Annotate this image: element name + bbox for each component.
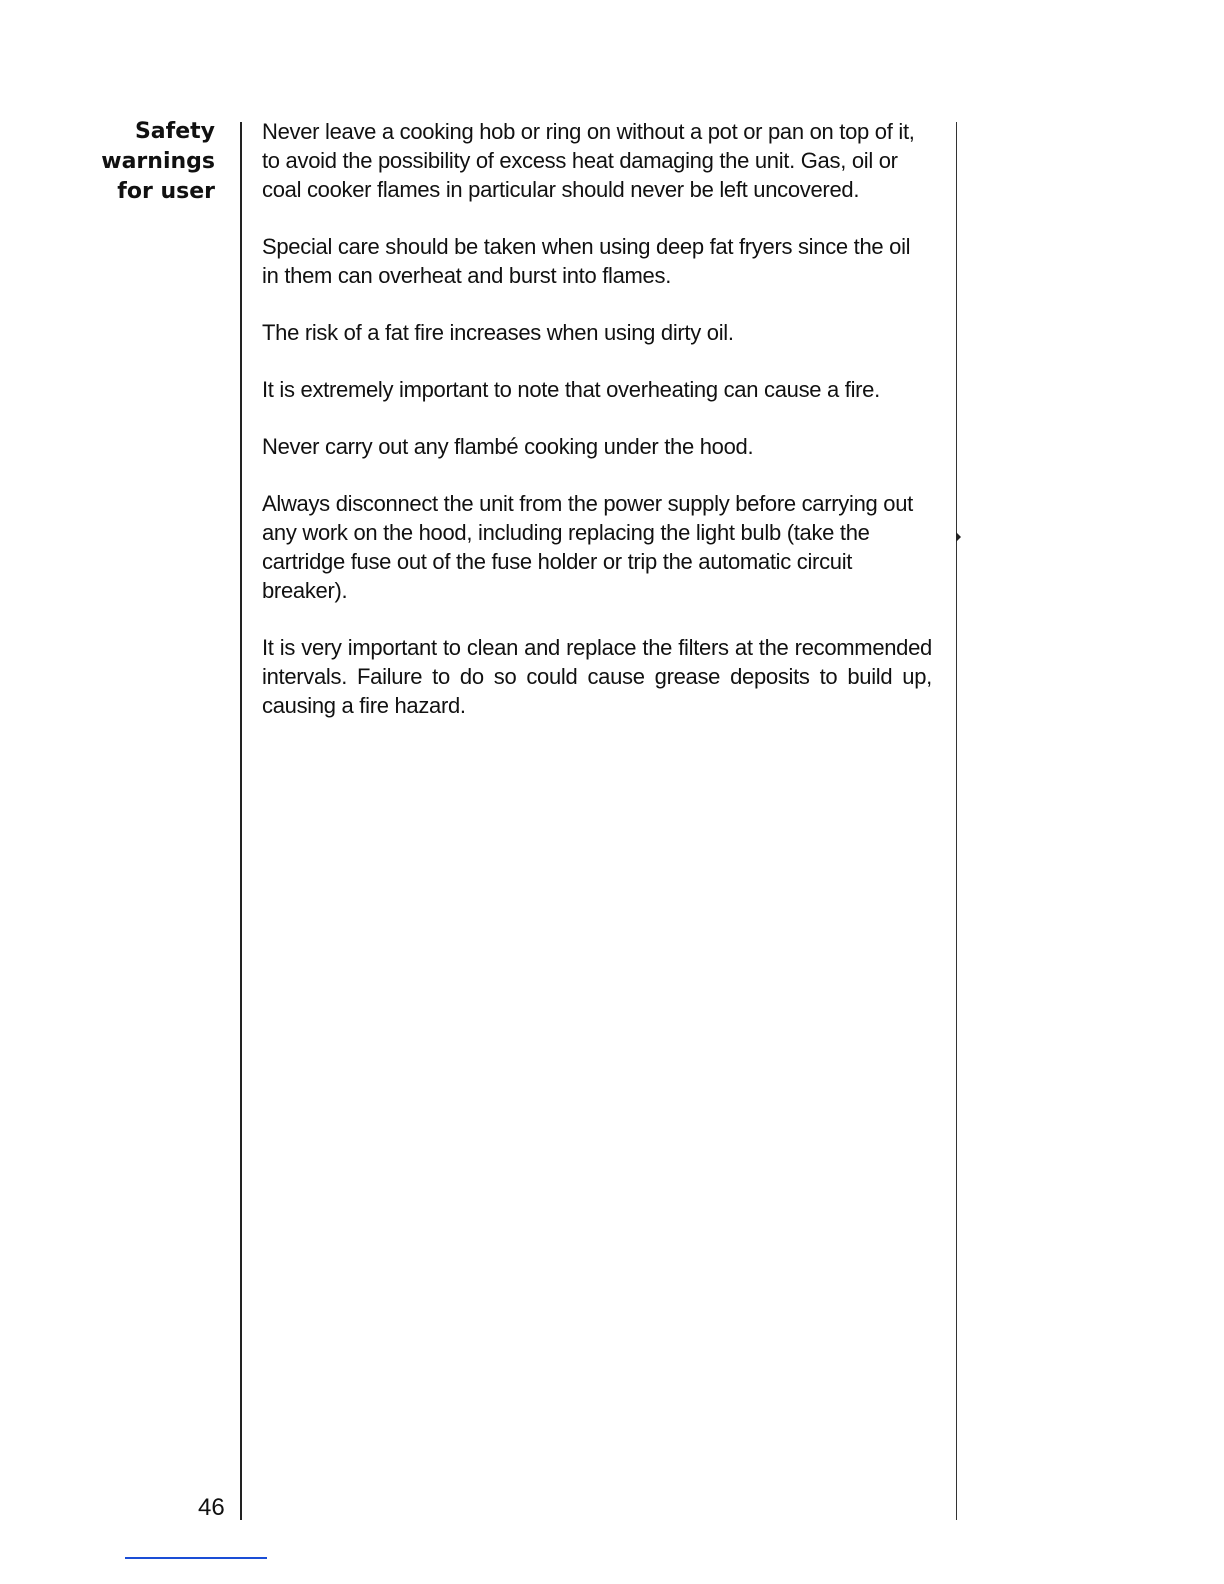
body-text <box>262 117 932 748</box>
section-heading-line-3: for user <box>117 179 215 204</box>
section-heading <box>101 117 215 207</box>
paragraph-hob-warning: Never leave a cooking hob or ring on without a pot or pan on top of it, to avoid the possibility of excess heat damaging the unit. Gas, oil or coal cooker flames in particular should never be left uncovered. <box>262 119 915 202</box>
right-margin-rule <box>956 122 957 1520</box>
page-number: 46 <box>198 1494 225 1521</box>
left-margin-rule <box>240 122 242 1520</box>
section-heading-line-2: warnings <box>101 149 215 174</box>
paragraph-filters: It is very important to clean and replace the filters at the recommended intervals. Failure to do so could cause grease deposits to build up, causing a fire hazard. <box>262 635 932 718</box>
paragraph-flambe: Never carry out any flambé cooking under the hood. <box>262 434 754 459</box>
paragraph-deep-fat-fryers: Special care should be taken when using deep fat fryers since the oil in them can overheat and burst into flames. <box>262 234 911 288</box>
margin-marker-icon <box>956 532 961 542</box>
section-heading-line-1: Safety <box>134 119 215 144</box>
paragraph-dirty-oil: The risk of a fat fire increases when using dirty oil. <box>262 320 734 345</box>
paragraph-overheating: It is extremely important to note that overheating can cause a fire. <box>262 377 880 402</box>
bottom-decorative-line <box>125 1557 267 1559</box>
paragraph-disconnect-power: Always disconnect the unit from the power supply before carrying out any work on the hood, including replacing the light bulb (take the cartridge fuse out of the fuse holder or trip the automatic circuit breaker). <box>262 491 913 603</box>
